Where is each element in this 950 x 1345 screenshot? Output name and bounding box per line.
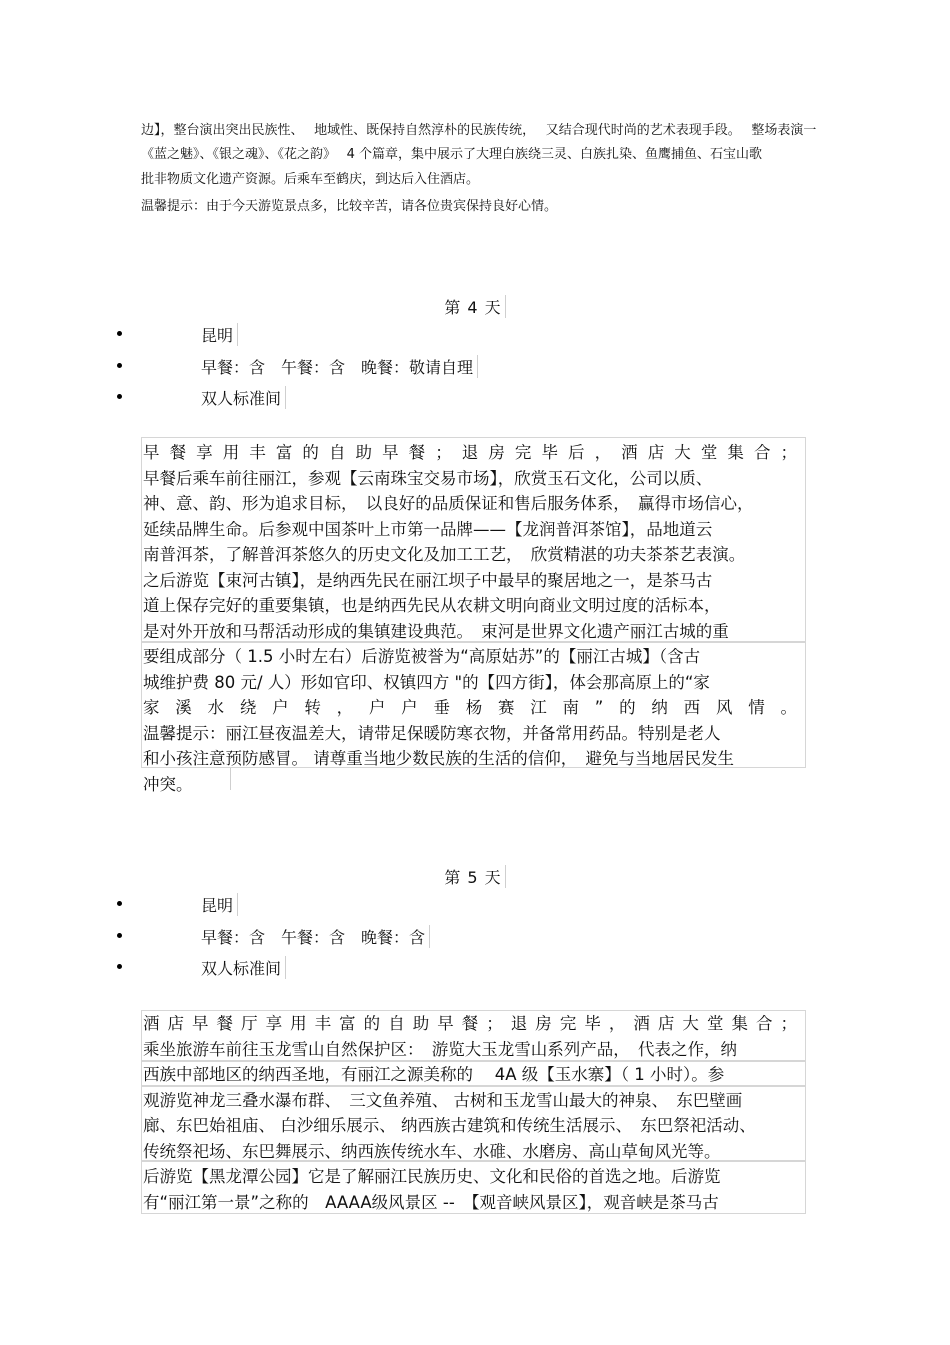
day4-meals: 早餐：含 午餐：含 晚餐：敬请自理 [201, 355, 478, 378]
day4-line: 早餐享用丰富的自助早餐；退房完毕后，酒店大堂集合； [143, 443, 797, 462]
day4-line: 神、意、韵、形为追求目标， 以良好的品质保证和售后服务体系， 赢得市场信心， [143, 494, 754, 513]
day4-line: 温馨提示：丽江昼夜温差大，请带足保暖防寒衣物，并备常用药品。特别是老人 [143, 723, 721, 743]
divider [230, 768, 231, 790]
top-line-1: 边】，整台演出突出民族性、 地域性、既保持自然淳朴的民族传统， 又结合现代时尚的艺术表现手段。 整场表演一 [141, 123, 817, 138]
top-line-2: 《蓝之魅》、《银之魂》、《花之韵》 4 个篇章，集中展示了大理白族绕三灵、白族扎染、鱼鹰捕鱼、石宝山歌 [141, 147, 763, 162]
top-line-3: 批非物质文化遗产资源。后乘车至鹤庆，到达后入住酒店。 [141, 172, 480, 187]
day4-line: 之后游览【束河古镇】，是纳西先民在丽江坝子中最早的聚居地之一，是茶马古 [143, 570, 713, 590]
bullet-icon [117, 901, 122, 906]
top-line-4: 温馨提示：由于今天游览景点多，比较辛苦，请各位贵宾保持良好心情。 [141, 199, 558, 214]
day4-line: 要组成部分（ 1.5 小时左右）后游览被誉为“高原姑苏”的【丽江古城】（含古 [143, 647, 701, 666]
day5-line: 观游览神龙三叠水瀑布群、 三文鱼养殖、 古树和玉龙雪山最大的神泉、 东巴壁画 [143, 1090, 743, 1110]
day5-title: 第 5 天 [0, 865, 950, 888]
day4-line: 冲突。 [143, 774, 193, 794]
day5-room: 双人标准间 [201, 956, 286, 979]
day5-line: 廊、东巴始祖庙、 白沙细乐展示、 纳西族古建筑和传统生活展示、 东巴祭祀活动、 [143, 1116, 756, 1135]
day4-room: 双人标准间 [201, 386, 286, 409]
day4-city: 昆明 [201, 323, 238, 346]
day5-line: 乘坐旅游车前往玉龙雪山自然保护区： 游览大玉龙雪山系列产品， 代表之作，纳 [143, 1039, 737, 1059]
bullet-icon [117, 331, 122, 336]
day5-line: 传统祭祀场、东巴舞展示、纳西族传统水车、水碓、水磨房、高山草甸风光等。 [143, 1141, 721, 1161]
day4-line: 城维护费 80 元/ 人）形如官印、权镇四方 "的【四方街】，体会那高原上的“家 [143, 672, 710, 692]
bullet-icon [117, 933, 122, 938]
day4-line: 是对外开放和马帮活动形成的集镇建设典范。 束河是世界文化遗产丽江古城的重 [143, 621, 729, 641]
day5-meals: 早餐：含 午餐：含 晚餐：含 [201, 925, 430, 948]
day5-line: 后游览【黑龙潭公园】它是了解丽江民族历史、文化和民俗的首选之地。后游览 [143, 1167, 721, 1186]
day5-line: 酒店早餐厅享用丰富的自助早餐；退房完毕，酒店大堂集合； [143, 1014, 797, 1033]
day5-line: 有“丽江第一景”之称的 AAAA级风景区 -- 【观音峡风景区】，观音峡是茶马古 [143, 1192, 719, 1212]
day4-line: 南普洱茶，了解普洱茶悠久的历史文化及加工工艺， 欣赏精湛的功夫茶茶艺表演。 [143, 545, 746, 564]
day4-description [143, 440, 797, 797]
day4-line: 早餐后乘车前往丽江，参观【云南珠宝交易市场】，欣赏玉石文化，公司以质、 [143, 468, 713, 488]
day5-city: 昆明 [201, 893, 238, 916]
day4-title: 第 4 天 [0, 295, 950, 318]
day5-description [143, 1011, 797, 1215]
day4-line: 延续品牌生命。后参观中国茶叶上市第一品牌——【龙润普洱茶馆】，品地道云 [143, 519, 713, 539]
day4-line: 和小孩注意预防感冒。 请尊重当地少数民族的生活的信仰， 避免与当地居民发生 [143, 749, 734, 768]
bullet-icon [117, 964, 122, 969]
bullet-icon [117, 394, 122, 399]
day4-line: 道上保存完好的重要集镇，也是纳西先民从农耕文明向商业文明过度的活标本， [143, 596, 721, 615]
day5-line: 西族中部地区的纳西圣地，有丽江之源美称的 4A 级【玉水寨】（ 1 小时）。参 [143, 1065, 725, 1084]
day4-line: 家溪水绕户转，户户垂杨赛江南”的纳西风情。 [143, 698, 797, 717]
bullet-icon [117, 363, 122, 368]
